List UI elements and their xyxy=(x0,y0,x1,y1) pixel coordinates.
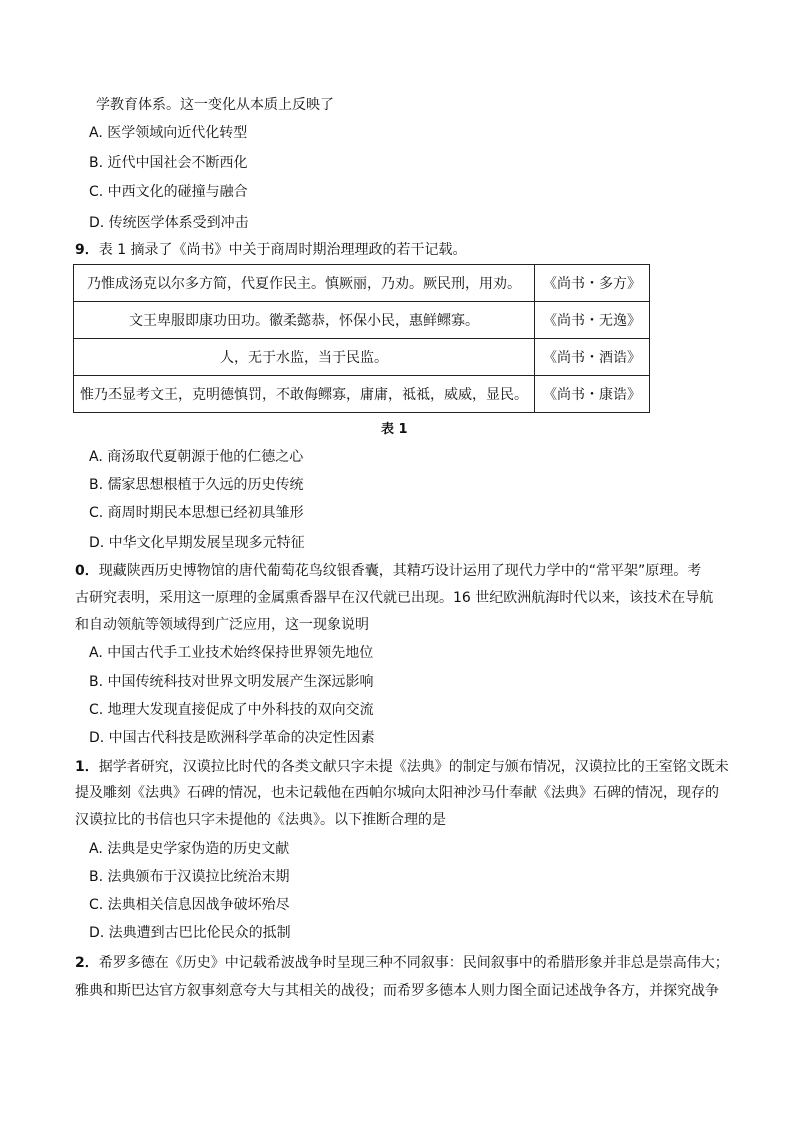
q10-option-c: C. 地理大发现直接促成了中外科技的双向交流 xyxy=(89,702,374,718)
q12-stem-line-1 xyxy=(75,953,729,973)
table-cell-source: 《尚书・多方》 xyxy=(535,265,650,302)
q8-option-b: B. 近代中国社会不断西化 xyxy=(89,155,248,171)
q12-stem-line-2: 雅典和斯巴达官方叙事刻意夸大与其相关的战役；而希罗多德本人则力图全面记述战争各方，并探究战争 xyxy=(75,983,719,999)
q12-stem-text-1: 希罗多德在《历史》中记载希波战争时呈现三种不同叙事：民间叙事中的希腊形象并非总是崇高伟大； xyxy=(98,955,729,971)
table-row xyxy=(74,265,650,302)
q9-stem-text: 表 1 摘录了《尚书》中关于商周时期治理理政的若干记载。 xyxy=(98,242,467,258)
table-cell-text: 人，无于水监，当于民监。 xyxy=(74,339,535,376)
table-cell-text: 乃惟成汤克以尔多方简，代夏作民主。慎厥丽，乃劝。厥民刑，用劝。 xyxy=(74,265,535,302)
q10-number: 0． xyxy=(75,563,99,579)
table-cell-source: 《尚书・康诰》 xyxy=(535,376,650,413)
q11-option-a: A. 法典是史学家伪造的历史文献 xyxy=(89,841,290,857)
q10-stem-line-2: 古研究表明，采用这一原理的金属熏香器早在汉代就已出现。16 世纪欧洲航海时代以来，该技术在导航 xyxy=(75,590,714,606)
q8-option-d: D. 传统医学体系受到冲击 xyxy=(89,215,249,231)
table-cell-source: 《尚书・酒诰》 xyxy=(535,339,650,376)
table-cell-text: 文王卑服即康功田功。徽柔懿恭，怀保小民，惠鲜鳏寡。 xyxy=(74,302,535,339)
table-caption: 表 1 xyxy=(381,422,408,437)
q10-option-b: B. 中国传统科技对世界文明发展产生深远影响 xyxy=(89,674,374,690)
q11-stem-line-3: 汉谟拉比的书信也只字未提他的《法典》。以下推断合理的是 xyxy=(75,812,446,828)
q10-stem-line-3: 和自动领航等领域得到广泛应用，这一现象说明 xyxy=(75,617,369,633)
q11-option-d: D. 法典遭到古巴比伦民众的抵制 xyxy=(89,925,291,941)
q10-option-a: A. 中国古代手工业技术始终保持世界领先地位 xyxy=(89,645,374,661)
table-cell-text: 惟乃丕显考文王，克明德慎罚，不敢侮鳏寡，庸庸，祗祗，威威，显民。 xyxy=(74,376,535,413)
table-row xyxy=(74,302,650,339)
q9-option-b: B. 儒家思想根植于久远的历史传统 xyxy=(89,477,304,493)
q11-option-c: C. 法典相关信息因战争破坏殆尽 xyxy=(89,897,290,913)
table-row xyxy=(74,376,650,413)
q10-option-d: D. 中国古代科技是欧洲科学革命的决定性因素 xyxy=(89,730,375,746)
q9-stem xyxy=(75,240,467,260)
q8-stem-tail: 学教育体系。这一变化从本质上反映了 xyxy=(96,97,334,113)
q11-number: 1． xyxy=(75,759,99,775)
table-cell-source: 《尚书・无逸》 xyxy=(535,302,650,339)
q8-option-a: A. 医学领域向近代化转型 xyxy=(89,125,248,141)
q11-option-b: B. 法典颁布于汉谟拉比统治末期 xyxy=(89,869,290,885)
q10-stem-line-1 xyxy=(75,561,701,581)
q11-stem-text-1: 据学者研究，汉谟拉比时代的各类文献只字未提《法典》的制定与颁布情况，汉谟拉比的王室铭文既未 xyxy=(98,759,729,775)
q12-number: 2． xyxy=(75,955,99,971)
q9-option-c: C. 商周时期民本思想已经初具雏形 xyxy=(89,505,304,521)
q9-option-d: D. 中华文化早期发展呈现多元特征 xyxy=(89,535,305,551)
table-row xyxy=(74,339,650,376)
q9-option-a: A. 商汤取代夏朝源于他的仁德之心 xyxy=(89,449,304,465)
q11-stem-line-2: 提及雕刻《法典》石碑的情况，也未记载他在西帕尔城向太阳神沙马什奉献《法典》石碑的情况，现存的 xyxy=(75,785,719,801)
q11-stem-line-1 xyxy=(75,757,729,777)
q10-stem-text-1: 现藏陕西历史博物馆的唐代葡萄花鸟纹银香囊，其精巧设计运用了现代力学中的“常平架”原理。考 xyxy=(98,563,702,579)
q9-table xyxy=(73,264,650,413)
q9-number: 9． xyxy=(75,242,99,258)
q8-option-c: C. 中西文化的碰撞与融合 xyxy=(89,184,248,200)
